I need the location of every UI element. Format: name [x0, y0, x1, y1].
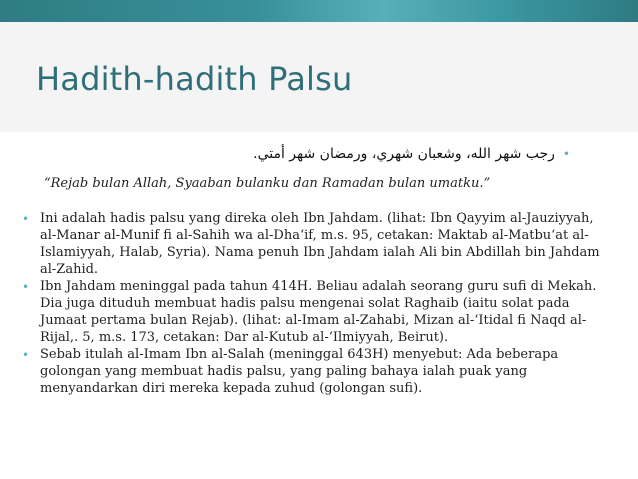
top-decorative-band	[0, 0, 638, 22]
bullet-item-1	[22, 210, 612, 278]
bullet-list	[22, 210, 612, 397]
bullet-text-1: Ini adalah hadis palsu yang direka oleh Ibn Jahdam. (lihat: Ibn Qayyim al-Jauziyyah, al-Manar al-Munif fi al-Sahih wa al-Dha‘if, m.s. 95, cetakan: Maktab al-Matbu‘at al-Islamiyyah, Halab, Syria). Nama penuh Ibn Jahdam ialah Ali bin Abdillah bin Jahdam al-Zahid.	[40, 211, 600, 277]
bullet-icon: •	[22, 348, 30, 362]
bullet-text-2: Ibn Jahdam meninggal pada tahun 414H. Beliau adalah seorang guru sufi di Mekah. Dia juga dituduh membuat hadis palsu mengenai solat Raghaib (iaitu solat pada Jumaat pertama bulan Rejab). (lihat: al-Imam al-Zahabi, Mizan al-‘Itidal fi Naqd al-Rijal,. 5, m.s. 173, cetakan: Dar al-Kutub al-‘Ilmiyyah, Beirut).	[40, 279, 597, 345]
arabic-bullet-icon: •	[562, 147, 570, 161]
bullet-item-3	[22, 346, 612, 397]
bullet-text-3: Sebab itulah al-Imam Ibn al-Salah (meninggal 643H) menyebut: Ada beberapa golongan yang membuat hadis palsu, yang paling bahaya ialah puak yang menyandarkan diri mereka kepada zuhud (golongan sufi).	[40, 347, 559, 396]
slide-title: Hadith-hadith Palsu	[36, 60, 353, 98]
bullet-icon: •	[22, 212, 30, 226]
bullet-icon: •	[22, 280, 30, 294]
arabic-text: رجب شهر الله، وشعبان شهري، ورمضان شهر أمتي.	[253, 146, 555, 162]
arabic-line	[253, 146, 570, 162]
translation-quote: “Rejab bulan Allah, Syaaban bulanku dan Ramadan bulan umatku.”	[44, 176, 491, 191]
bullet-item-2	[22, 278, 612, 346]
